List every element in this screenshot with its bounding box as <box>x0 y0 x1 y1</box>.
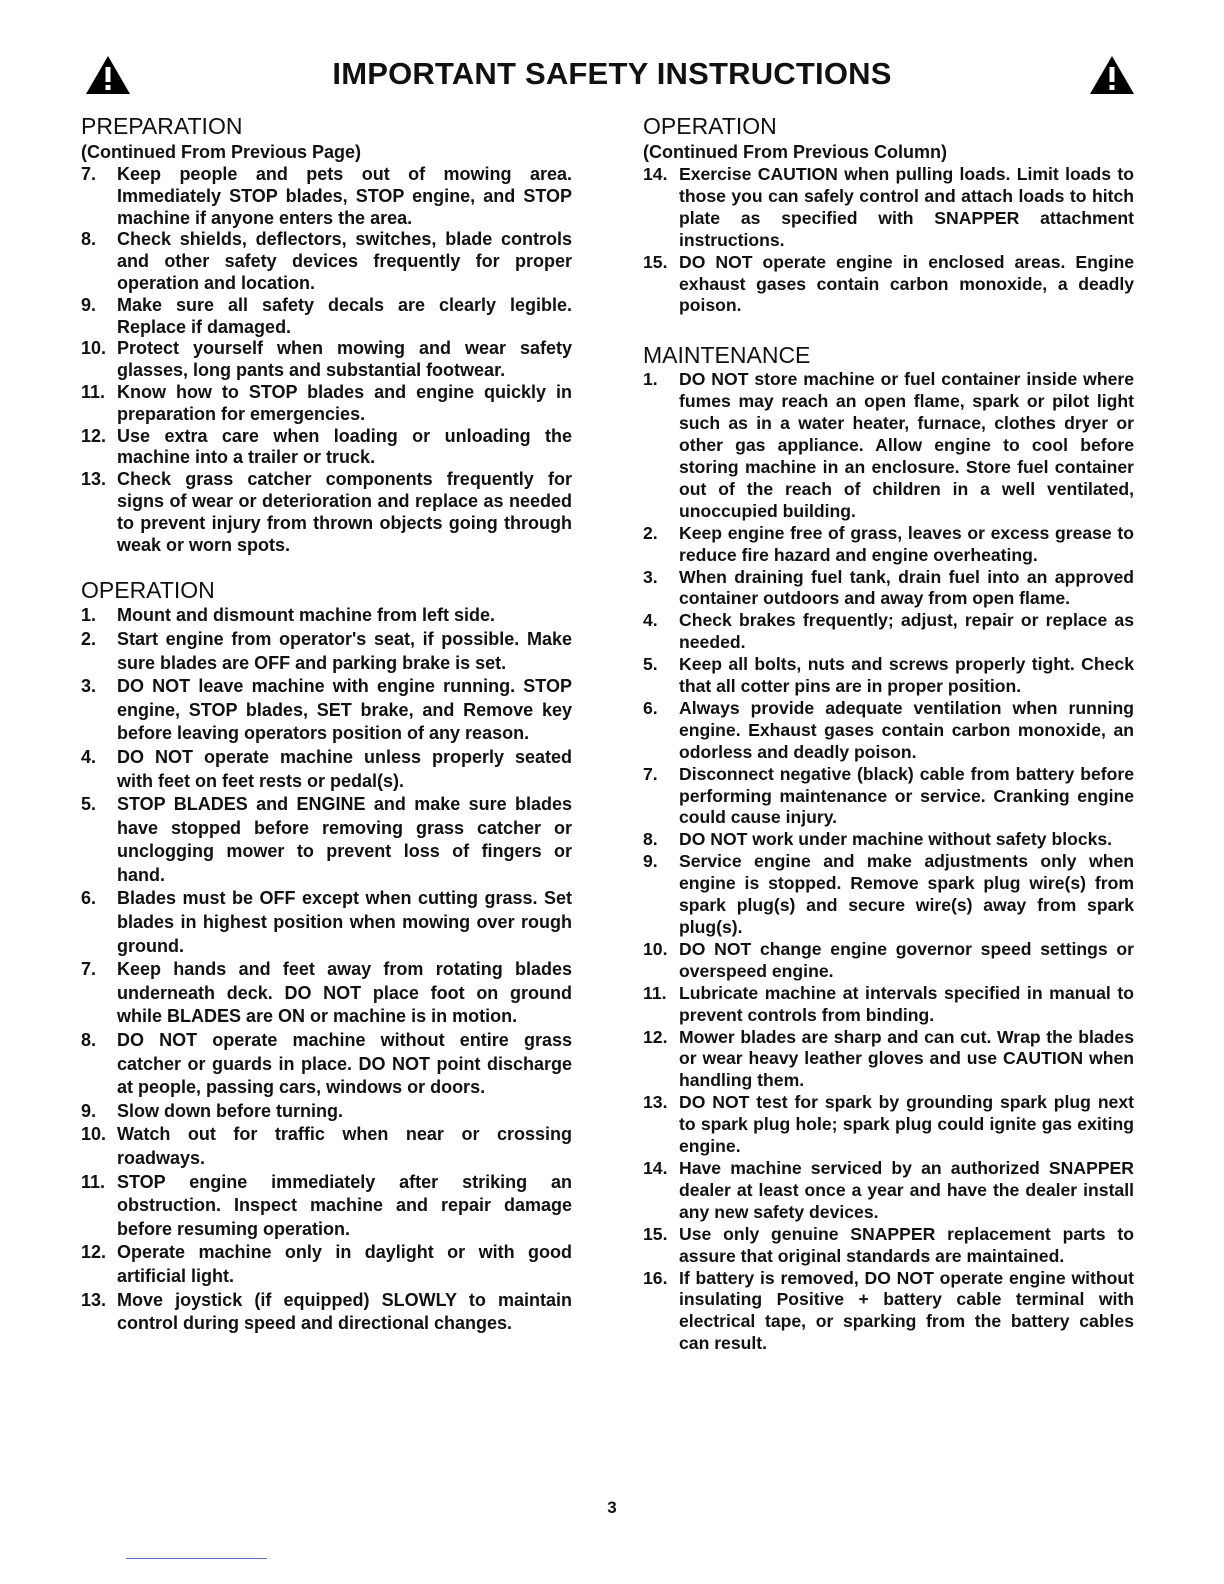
list-item <box>81 1241 572 1288</box>
list-item <box>643 1224 1134 1268</box>
item-number: 11. <box>643 982 667 1003</box>
item-number: 12. <box>643 1026 668 1047</box>
item-text: Operate machine only in daylight or with good artificial light. <box>117 1242 572 1286</box>
item-number: 14. <box>643 164 668 184</box>
item-number: 1. <box>643 369 658 390</box>
item-text: Keep hands and feet away from rotating blades underneath deck. DO NOT place foot on ground while BLADES are ON or machine is in motion. <box>117 959 572 1027</box>
item-number: 9. <box>81 294 97 315</box>
page-header <box>80 52 1144 100</box>
item-text: Use extra care when loading or unloading the machine into a trailer or truck. <box>117 425 572 468</box>
list-item <box>643 654 1134 698</box>
list-item <box>643 164 1134 252</box>
item-text: Check brakes frequently; adjust, repair or replace as needed. <box>679 610 1134 653</box>
item-number: 4. <box>81 746 97 767</box>
item-number: 1. <box>81 605 97 626</box>
section-heading: MAINTENANCE <box>643 342 811 369</box>
item-number: 6. <box>81 888 97 909</box>
list-item <box>81 1289 572 1336</box>
item-number: 5. <box>81 794 97 815</box>
item-text: Have machine serviced by an authorized SNAPPER dealer at least once a year and have the dealer install any new safety devices. <box>679 1157 1134 1222</box>
item-text: Service engine and make adjustments only when engine is stopped. Remove spark plug wire(s) from spark plug(s) and secure wire(s) away from spark plug(s). <box>679 851 1134 937</box>
item-text: DO NOT operate machine without entire grass catcher or guards in place. DO NOT point discharge at people, passing cars, windows or doors. <box>117 1030 572 1098</box>
list-item <box>81 469 572 556</box>
footer-rule <box>126 1558 267 1559</box>
item-number: 8. <box>643 829 658 850</box>
item-number: 13. <box>643 1092 668 1113</box>
list-item <box>81 793 572 887</box>
right-column <box>643 112 1134 1355</box>
item-text: Check shields, deflectors, switches, blade controls and other safety devices frequently for proper operation and location. <box>117 229 572 293</box>
list-item <box>81 1171 572 1242</box>
item-text: DO NOT change engine governor speed settings or overspeed engine. <box>679 938 1134 981</box>
left-column <box>81 112 572 1336</box>
item-number: 13. <box>81 469 107 490</box>
list-item <box>81 164 572 229</box>
list-item <box>643 764 1134 830</box>
maintenance-list <box>643 369 1134 1355</box>
list-item <box>643 252 1134 318</box>
item-text: Check grass catcher components frequently for signs of wear or deterioration and replace as needed to prevent injury from thrown objects going through weak or worn spots. <box>117 469 572 555</box>
item-number: 11. <box>81 381 106 402</box>
section-heading: OPERATION <box>81 577 215 604</box>
item-number: 7. <box>643 763 658 784</box>
item-text: DO NOT leave machine with engine running. STOP engine, STOP blades, SET brake, and Remove key before leaving operators position of any reason. <box>117 676 572 744</box>
item-number: 6. <box>643 697 658 718</box>
list-item <box>643 829 1134 851</box>
list-item <box>81 229 572 294</box>
item-number: 12. <box>81 425 107 446</box>
item-number: 8. <box>81 1030 97 1051</box>
list-item <box>643 939 1134 983</box>
page-title: IMPORTANT SAFETY INSTRUCTIONS <box>332 56 892 91</box>
item-number: 15. <box>643 251 668 272</box>
list-item <box>81 887 572 958</box>
list-item <box>81 675 572 746</box>
maintenance-section <box>643 341 1134 1355</box>
item-number: 4. <box>643 610 658 631</box>
list-item <box>81 382 572 426</box>
list-item <box>643 1268 1134 1356</box>
item-text: DO NOT store machine or fuel container inside where fumes may reach an open flame, spark or pilot light such as in a water heater, furnace, clothes dryer or other gas appliance. Allow engine to cool before storing machine in an enclosure. Store fuel container out of the reach of children in a well ventilated, unoccupied building. <box>679 369 1134 521</box>
item-text: Know how to STOP blades and engine quickly in preparation for emergencies. <box>117 381 572 424</box>
item-text: Blades must be OFF except when cutting grass. Set blades in highest position when mowing over rough ground. <box>117 888 572 956</box>
item-number: 12. <box>81 1242 107 1263</box>
item-text: Keep all bolts, nuts and screws properly tight. Check that all cotter pins are in proper position. <box>679 654 1134 697</box>
preparation-section <box>81 112 572 556</box>
list-item <box>643 523 1134 567</box>
list-item <box>81 1123 572 1170</box>
item-number: 9. <box>643 851 658 872</box>
item-text: DO NOT test for spark by grounding spark plug next to spark plug hole; spark plug could ignite gas exiting engine. <box>679 1092 1134 1157</box>
list-item <box>643 851 1134 939</box>
item-text: When draining fuel tank, drain fuel into an approved container outdoors and away from open flame. <box>679 566 1134 609</box>
section-subheading: (Continued From Previous Page) <box>81 142 362 162</box>
list-item <box>643 1027 1134 1093</box>
list-item <box>81 1029 572 1100</box>
item-text: Make sure all safety decals are clearly legible. Replace if damaged. <box>117 294 572 337</box>
operation-continued-list <box>643 164 1134 317</box>
item-text: DO NOT work under machine without safety blocks. <box>679 829 1113 850</box>
item-text: Exercise CAUTION when pulling loads. Limit loads to those you can safely control and attach loads to hitch plate as specified with SNAPPER attachment instructions. <box>679 164 1134 250</box>
item-number: 2. <box>81 628 97 649</box>
list-item <box>643 610 1134 654</box>
operation-list <box>81 604 572 1335</box>
list-item <box>643 1092 1134 1158</box>
preparation-list <box>81 164 572 556</box>
item-text: Mower blades are sharp and can cut. Wrap the blades or wear heavy leather gloves and use CAUTION when handling them. <box>679 1026 1134 1091</box>
item-text: Start engine from operator's seat, if possible. Make sure blades are OFF and parking brake is set. <box>117 628 572 673</box>
list-item <box>81 746 572 793</box>
item-number: 3. <box>81 676 97 697</box>
item-text: DO NOT operate machine unless properly seated with feet on feet rests or pedal(s). <box>117 746 572 791</box>
item-number: 7. <box>81 164 97 184</box>
list-item <box>81 295 572 339</box>
item-number: 14. <box>643 1157 668 1178</box>
list-item <box>81 958 572 1029</box>
item-number: 7. <box>81 959 97 980</box>
list-item <box>643 983 1134 1027</box>
item-text: Move joystick (if equipped) SLOWLY to maintain control during speed and directional changes. <box>117 1289 572 1334</box>
item-text: STOP engine immediately after striking an obstruction. Inspect machine and repair damage before resuming operation. <box>117 1171 572 1239</box>
item-text: Watch out for traffic when near or crossing roadways. <box>117 1124 572 1168</box>
list-item <box>643 567 1134 611</box>
item-number: 8. <box>81 229 97 250</box>
list-item <box>81 338 572 382</box>
section-subheading: (Continued From Previous Column) <box>643 142 947 162</box>
item-number: 13. <box>81 1289 107 1310</box>
list-item <box>81 1100 572 1124</box>
item-number: 5. <box>643 654 658 675</box>
list-item <box>643 1158 1134 1224</box>
list-item <box>81 604 572 628</box>
item-number: 11. <box>81 1171 106 1192</box>
item-text: Protect yourself when mowing and wear safety glasses, long pants and substantial footwear. <box>117 338 572 381</box>
warning-triangle-icon <box>1088 54 1136 96</box>
list-item <box>81 628 572 675</box>
item-number: 10. <box>81 1124 107 1145</box>
item-text: Keep engine free of grass, leaves or excess grease to reduce fire hazard and engine overheating. <box>679 522 1134 565</box>
item-number: 16. <box>643 1267 668 1288</box>
item-text: If battery is removed, DO NOT operate engine without insulating Positive + battery cable terminal with electrical tape, or sparking from the battery cables can result. <box>679 1267 1134 1354</box>
item-text: Slow down before turning. <box>117 1100 343 1121</box>
item-text: DO NOT operate engine in enclosed areas. Engine exhaust gases contain carbon monoxide, a deadly poison. <box>679 251 1134 316</box>
item-number: 10. <box>643 938 668 959</box>
item-text: Use only genuine SNAPPER replacement parts to assure that original standards are maintained. <box>679 1223 1134 1266</box>
section-heading: PREPARATION <box>81 113 243 139</box>
list-item <box>643 698 1134 764</box>
item-text: Disconnect negative (black) cable from battery before performing maintenance or service. Cranking engine could cause injury. <box>679 763 1134 828</box>
item-text: Lubricate machine at intervals specified in manual to prevent controls from binding. <box>679 982 1134 1025</box>
item-number: 3. <box>643 566 658 587</box>
operation-continued-section <box>643 112 1134 317</box>
list-item <box>643 369 1134 522</box>
list-item <box>81 426 572 470</box>
item-text: Mount and dismount machine from left side. <box>117 605 496 626</box>
item-number: 9. <box>81 1100 97 1121</box>
item-text: Always provide adequate ventilation when running engine. Exhaust gases contain carbon monoxide, an odorless and deadly poison. <box>679 697 1134 762</box>
item-number: 2. <box>643 522 658 543</box>
item-number: 15. <box>643 1223 668 1244</box>
section-heading: OPERATION <box>643 113 777 139</box>
operation-section <box>81 576 572 1335</box>
page-number: 3 <box>607 1498 617 1517</box>
item-text: Keep people and pets out of mowing area. Immediately STOP blades, STOP engine, and STOP machine if anyone enters the area. <box>117 164 572 228</box>
item-text: STOP BLADES and ENGINE and make sure blades have stopped before removing grass catcher or unclogging mower to prevent loss of fingers or hand. <box>117 794 572 885</box>
item-number: 10. <box>81 338 107 359</box>
